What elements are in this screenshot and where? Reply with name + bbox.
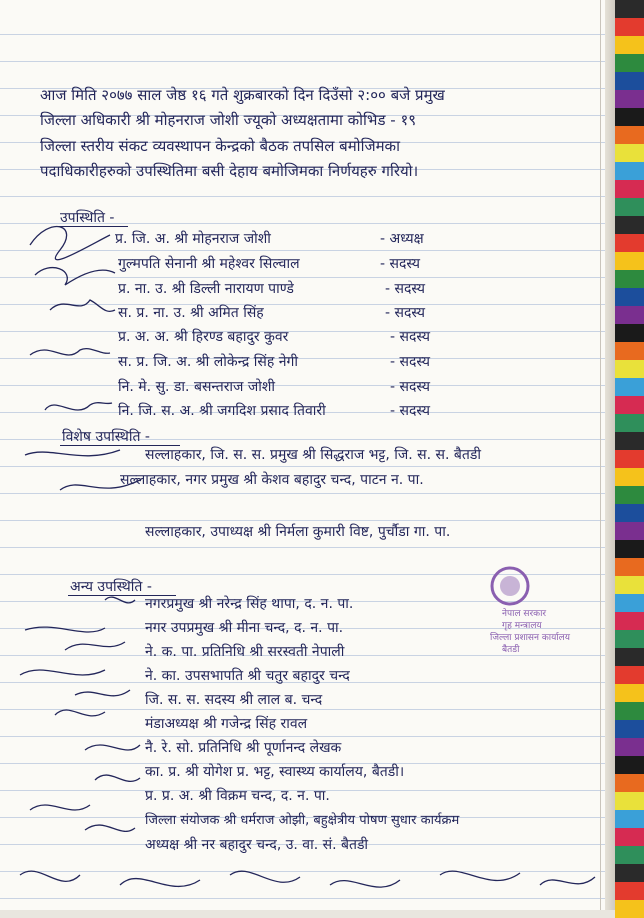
index-tab <box>615 342 644 360</box>
index-tab <box>615 126 644 144</box>
signature <box>440 871 520 880</box>
index-tab <box>615 468 644 486</box>
special-attendee: सल्लाहकार, नगर प्रमुख श्री केशव बहादुर चन्द, पाटन न. पा. <box>120 472 424 488</box>
other-header: अन्य उपस्थिति - <box>70 579 152 595</box>
index-tab <box>615 72 644 90</box>
index-tab <box>615 684 644 702</box>
attendee-name: नि. मे. सु. डा. बसन्तराज जोशी <box>118 379 276 395</box>
index-tab <box>615 0 644 18</box>
signature <box>540 877 595 885</box>
index-tab <box>615 522 644 540</box>
signature-special <box>20 440 150 510</box>
index-tab <box>615 630 644 648</box>
other-attendee: ने. क. पा. प्रतिनिधि श्री सरस्वती नेपाली <box>145 644 345 660</box>
signature-column-1 <box>20 205 120 435</box>
index-tab <box>615 486 644 504</box>
attendee-role: - सदस्य <box>390 329 430 345</box>
signature <box>20 871 80 881</box>
signature <box>95 775 140 781</box>
page-margin-line <box>600 0 601 910</box>
attendee-role: - सदस्य <box>380 256 420 272</box>
other-attendee: प्र. प्र. अ. श्री विक्रम चन्द, द. न. पा. <box>145 788 330 804</box>
signature <box>85 745 140 750</box>
other-attendee: जिल्ला संयोजक श्री धर्मराज ओझी, बहुक्षेत्रीय पोषण सुधार कार्यक्रम <box>145 813 460 828</box>
signature-column-2 <box>15 590 145 860</box>
other-attendee: नगर उपप्रमुख श्री मीना चन्द, द. न. पा. <box>145 620 344 636</box>
special-attendee: सल्लाहकार, जि. स. स. प्रमुख श्री सिद्धराज भट्ट, जि. स. स. बैतडी <box>145 447 481 463</box>
signature <box>30 349 110 355</box>
intro-line: आज मिति २०७७ साल जेष्ठ १६ गते शुक्रबारको दिन दिउँसो २:०० बजे प्रमुख <box>40 86 445 104</box>
index-tab <box>615 756 644 774</box>
signature <box>75 690 130 696</box>
signature <box>105 597 135 603</box>
index-tab <box>615 882 644 900</box>
signature <box>55 710 105 716</box>
index-tab <box>615 648 644 666</box>
attendee-role: - सदस्य <box>385 281 425 297</box>
other-attendee: जि. स. स. सदस्य श्री लाल ब. चन्द <box>145 692 323 708</box>
index-tab <box>615 450 644 468</box>
attendee-role: - अध्यक्ष <box>380 231 424 247</box>
color-index-tabs <box>615 0 644 910</box>
index-tab <box>615 18 644 36</box>
attendee-name: स. प्र. जि. अ. श्री लोकेन्द्र सिंह नेगी <box>118 354 299 370</box>
index-tab <box>615 360 644 378</box>
index-tab <box>615 180 644 198</box>
signature <box>25 450 120 456</box>
signature <box>25 627 105 632</box>
index-tab <box>615 774 644 792</box>
index-tab <box>615 54 644 72</box>
signature <box>330 880 400 887</box>
index-tab <box>615 846 644 864</box>
signature <box>30 226 110 259</box>
index-tab <box>615 162 644 180</box>
index-tab <box>615 792 644 810</box>
office-stamp <box>460 556 570 656</box>
index-tab <box>615 828 644 846</box>
index-tab <box>615 540 644 558</box>
signature <box>230 871 300 882</box>
index-tab <box>615 252 644 270</box>
stamp-text: जिल्ला प्रशासन कार्यालय <box>490 633 570 643</box>
index-tab <box>615 666 644 684</box>
notebook-edge <box>605 0 615 910</box>
attendance-header: उपस्थिति - <box>60 210 115 226</box>
attendee-name: प्र. अ. अ. श्री हिरण्ड बहादुर कुवर <box>118 329 289 345</box>
attendee-role: - सदस्य <box>385 305 425 321</box>
other-attendee: का. प्र. श्री योगेश प्र. भट्ट, स्वास्थ्य कार्यालय, बैतडी। <box>145 764 405 780</box>
index-tab <box>615 900 644 918</box>
index-tab <box>615 396 644 414</box>
index-tab <box>615 576 644 594</box>
attendee-name: स. प्र. ना. उ. श्री अमित सिंह <box>118 305 264 321</box>
special-attendee: सल्लाहकार, उपाध्यक्ष श्री निर्मला कुमारी विष्ट, पुर्चौडा गा. पा. <box>145 524 451 540</box>
signature <box>45 403 112 410</box>
other-attendee: नगरप्रमुख श्री नरेन्द्र सिंह थापा, द. न. पा. <box>145 596 354 612</box>
index-tab <box>615 738 644 756</box>
index-tab <box>615 558 644 576</box>
index-tab <box>615 612 644 630</box>
signature <box>35 268 115 285</box>
signature <box>65 642 125 650</box>
index-tab <box>615 702 644 720</box>
intro-line: जिल्ला स्तरीय संकट व्यवस्थापन केन्द्रको बैठक तपसिल बमोजिमका <box>40 137 400 155</box>
other-attendee: ने. का. उपसभापति श्री चतुर बहादुर चन्द <box>145 668 350 684</box>
signature <box>85 825 135 831</box>
signature <box>120 879 200 887</box>
signature-row-bottom <box>0 855 600 910</box>
signature <box>20 670 105 675</box>
attendee-role: - सदस्य <box>390 379 430 395</box>
attendee-name: प्र. ना. उ. श्री डिल्ली नारायण पाण्डे <box>118 281 294 297</box>
index-tab <box>615 504 644 522</box>
intro-line: जिल्ला अधिकारी श्री मोहनराज जोशी ज्यूको अध्यक्षतामा कोभिड - १९ <box>40 111 417 129</box>
signature <box>30 805 90 810</box>
index-tab <box>615 216 644 234</box>
index-tab <box>615 864 644 882</box>
stamp-text: बैतडी <box>502 645 520 655</box>
attendee-name: प्र. जि. अ. श्री मोहनराज जोशी <box>115 231 271 247</box>
index-tab <box>615 306 644 324</box>
attendee-name: नि. जि. स. अ. श्री जगदिश प्रसाद तिवारी <box>118 403 326 419</box>
index-tab <box>615 414 644 432</box>
signature <box>50 300 115 311</box>
special-header: विशेष उपस्थिति - <box>62 429 150 445</box>
attendee-name: गुल्मपति सेनानी श्री महेश्वर सिल्वाल <box>118 256 300 272</box>
signature <box>60 480 140 490</box>
stamp-text: नेपाल सरकार <box>502 609 547 619</box>
attendee-role: - सदस्य <box>390 403 430 419</box>
other-attendee: मंडाअध्यक्ष श्री गजेन्द्र सिंह रावल <box>145 716 308 732</box>
index-tab <box>615 720 644 738</box>
index-tab <box>615 108 644 126</box>
intro-line: पदाधिकारीहरुको उपस्थितिमा बसी देहाय बमोजिमका निर्णयहरु गरियो। <box>40 162 419 180</box>
stamp-text: गृह मन्त्रालय <box>502 621 542 631</box>
index-tab <box>615 594 644 612</box>
index-tab <box>615 198 644 216</box>
index-tab <box>615 324 644 342</box>
index-tab <box>615 432 644 450</box>
other-attendee: नै. रे. सो. प्रतिनिधि श्री पूर्णानन्द लेखक <box>145 740 342 756</box>
index-tab <box>615 378 644 396</box>
index-tab <box>615 288 644 306</box>
index-tab <box>615 234 644 252</box>
index-tab <box>615 36 644 54</box>
index-tab <box>615 810 644 828</box>
index-tab <box>615 144 644 162</box>
index-tab <box>615 270 644 288</box>
other-attendee: अध्यक्ष श्री नर बहादुर चन्द, उ. वा. सं. बैतडी <box>145 837 369 853</box>
index-tab <box>615 90 644 108</box>
attendee-role: - सदस्य <box>390 354 430 370</box>
